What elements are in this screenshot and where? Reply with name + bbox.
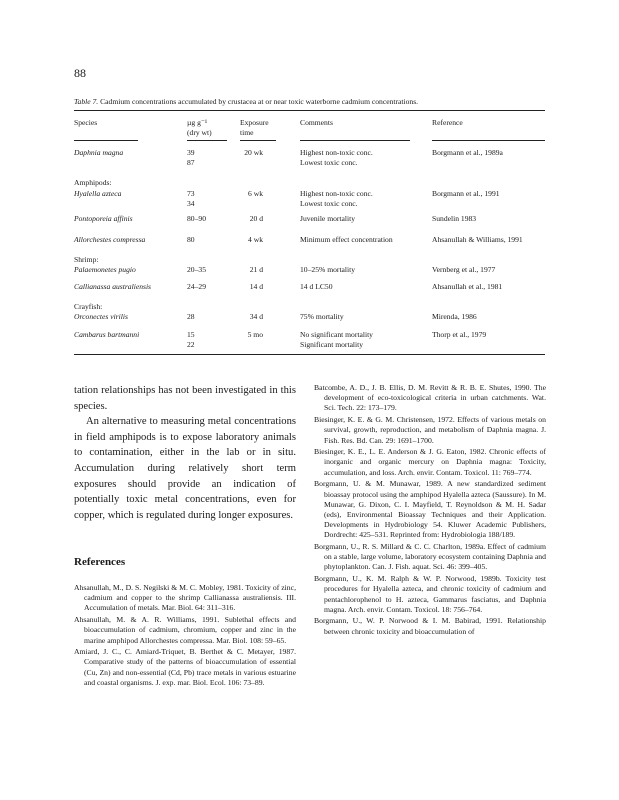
- cell-comment: No significant mortality: [300, 330, 373, 339]
- body-text: [74, 383, 296, 523]
- cell-exposure: 14 d: [249, 282, 263, 291]
- cell-species: Cambarus bartmanni: [74, 330, 140, 339]
- cell-comment: Minimum effect concentration: [300, 235, 393, 244]
- cell-conc: 22: [187, 340, 195, 349]
- cell-comment: Highest non-toxic conc.: [300, 189, 373, 198]
- cell-species: Pontoporeia affinis: [74, 214, 133, 223]
- reference-entry: Borgmann, U. & M. Munawar, 1989. A new standardized sediment bioassay protocol using the amphipod Hyalella azteca (Saussure). In M. Munawar, G. Dixon, C. I. Mayfield, T. Reynoldson & M. H. Sadar (eds), Environmental Bioassay Techniques and their Application. Developments in Hydrobiology 54. Kluwer Academic Publishers, Dordrecht: 425–531. Reprinted from: Hydrobiologia 188/189.: [314, 479, 546, 540]
- reference-entry: Ahsanullah, M., D. S. Negilski & M. C. Mobley, 1981. Toxicity of zinc, cadmium and copper to the shrimp Callianassa australiensis. III. Accumulation of metals. Mar. Biol. 64: 311–316.: [74, 583, 296, 613]
- reference-entry: Biesinger, K. E. & G. M. Christensen, 1972. Effects of various metals on survival, growth, reproduction, and metabolism of Daphnia magna. J. Fish. Res. Bd. Can. 29: 1691–1700.: [314, 415, 546, 445]
- header-reference: Reference: [432, 118, 463, 127]
- cell-exposure: 6 wk: [248, 189, 263, 198]
- cell-reference: Borgmann et al., 1991: [432, 189, 500, 198]
- cell-group-label: Amphipods:: [74, 178, 112, 187]
- reference-entry: Borgmann, U., W. P. Norwood & I. M. Babirad, 1991. Relationship between chronic toxicity and bioaccumulation of: [314, 616, 546, 636]
- cell-exposure: 20 wk: [244, 148, 263, 157]
- header-underline-species: [74, 140, 138, 141]
- cell-group-label: Shrimp:: [74, 255, 99, 264]
- cell-comment: 75% mortality: [300, 312, 344, 321]
- cell-comment: Significant mortality: [300, 340, 364, 349]
- cell-comment: 14 d LC50: [300, 282, 333, 291]
- cell-species: Allorchestes compressa: [74, 235, 146, 244]
- cell-comment: 10–25% mortality: [300, 265, 356, 274]
- page-number: 88: [74, 66, 86, 80]
- cell-exposure: 4 wk: [248, 235, 263, 244]
- body-paragraph: tation relationships has not been investigated in this species.: [74, 385, 296, 412]
- cell-reference: Sundelin 1983: [432, 214, 477, 223]
- cell-group-label: Crayfish:: [74, 302, 103, 311]
- cell-conc: 39: [187, 148, 195, 157]
- header-underline-exposure: [240, 140, 276, 141]
- table-top-rule: [74, 110, 545, 111]
- cell-exposure: 21 d: [249, 265, 263, 274]
- reference-entry: Amiard, J. C., C. Amiard-Triquet, B. Berthet & C. Metayer, 1987. Comparative study of the patterns of bioaccumulation of essential (Cu, Zn) and non-essential (Cd, Pb) trace metals in various estuarine and coastal organisms. J. exp. mar. Biol. Ecol. 106: 73–89.: [74, 647, 296, 687]
- cell-reference: Thorp et al., 1979: [432, 330, 487, 339]
- table-caption: [74, 97, 544, 106]
- header-comments: Comments: [300, 118, 333, 127]
- header-species: Species: [74, 118, 98, 127]
- cell-species: Palaemonetes pugio: [74, 265, 136, 274]
- header-exposure-line1: Exposure: [240, 118, 269, 127]
- reference-entry: Batcombe, A. D., J. B. Ellis, D. M. Revitt & R. B. E. Shutes, 1990. The development of eco-toxicological criteria in urban catchments. Wat. Sci. Tech. 22: 173–179.: [314, 383, 546, 413]
- header-exposure-line2: time: [240, 128, 254, 137]
- cell-conc: 80–90: [187, 214, 206, 223]
- reference-entry: Borgmann, U., K. M. Ralph & W. P. Norwood, 1989b. Toxicity test procedures for Hyalella azteca, and chronic toxicity of cadmium and pentachlorophenol to H. azteca, Gammarus fasciatus, and Daphnia magna. Arch. envir. Contam. Toxicol. 18: 756–764.: [314, 574, 546, 614]
- cell-reference: Borgmann et al., 1989a: [432, 148, 503, 157]
- cell-comment: Lowest toxic conc.: [300, 158, 358, 167]
- cell-conc: 20–35: [187, 265, 206, 274]
- header-underline-reference: [432, 140, 545, 141]
- table-bottom-rule: [74, 354, 545, 355]
- table-caption-text: Cadmium concentrations accumulated by crustacea at or near toxic waterborne cadmium concentrations.: [98, 97, 419, 106]
- table-caption-label: Table 7.: [74, 97, 99, 106]
- body-paragraph: An alternative to measuring metal concentrations in field amphipods is to expose laboratory animals to contamination, either in the lab or in situ. Accumulation during relatively short term exposures should provide an indication of potentially toxic metal concentrations, even for copper, which is regulated during longer exposures.: [74, 416, 296, 521]
- cell-comment: Highest non-toxic conc.: [300, 148, 373, 157]
- header-underline-comments: [300, 140, 410, 141]
- header-underline-conc: [187, 140, 227, 141]
- cell-reference: Vernberg et al., 1977: [432, 265, 496, 274]
- cell-conc: 87: [187, 158, 195, 167]
- references-left-column: [74, 583, 296, 690]
- cell-exposure: 34 d: [249, 312, 263, 321]
- reference-entry: Ahsanullah, M. & A. R. Williams, 1991. Sublethal effects and bioaccumulation of cadmium, chromium, copper and zinc in the marine amphipod Allorchestes compressa. Mar. Biol. 108: 59–65.: [74, 615, 296, 645]
- cell-conc: 34: [187, 199, 195, 208]
- references-heading: References: [74, 556, 126, 568]
- cell-exposure: 5 mo: [247, 330, 263, 339]
- header-conc-line1: µg g⁻¹: [187, 118, 208, 127]
- cell-conc: 80: [187, 235, 195, 244]
- reference-entry: Biesinger, K. E., L. E. Anderson & J. G. Eaton, 1982. Chronic effects of inorganic and organic mercury on Daphnia magna: Toxicity, accumulation, and loss. Arch. envir. Contam. Toxicol. 11: 769–774.: [314, 447, 546, 477]
- cell-conc: 73: [187, 189, 195, 198]
- reference-entry: Borgmann, U., R. S. Millard & C. C. Charlton, 1989a. Effect of cadmium on a stable, large volume, laboratory ecosystem containing Daphnia and phytoplankton. Can. J. Fish. aquat. Sci. 46: 399–405.: [314, 542, 546, 572]
- cell-species: Orconectes virilis: [74, 312, 128, 321]
- cell-reference: Ahsanullah et al., 1981: [432, 282, 503, 291]
- cell-comment: Lowest toxic conc.: [300, 199, 358, 208]
- cell-conc: 28: [187, 312, 195, 321]
- cell-species: Hyalella azteca: [74, 189, 122, 198]
- cell-species: Daphnia magna: [74, 148, 124, 157]
- cell-comment: Juvenile mortality: [300, 214, 356, 223]
- references-right-column: [314, 383, 546, 638]
- cell-species: Callianassa australiensis: [74, 282, 152, 291]
- header-conc-line2: (dry wt): [187, 128, 212, 137]
- cell-reference: Mirenda, 1986: [432, 312, 477, 321]
- cell-reference: Ahsanullah & Williams, 1991: [432, 235, 523, 244]
- cell-conc: 24–29: [187, 282, 206, 291]
- cell-conc: 15: [187, 330, 195, 339]
- cell-exposure: 20 d: [249, 214, 263, 223]
